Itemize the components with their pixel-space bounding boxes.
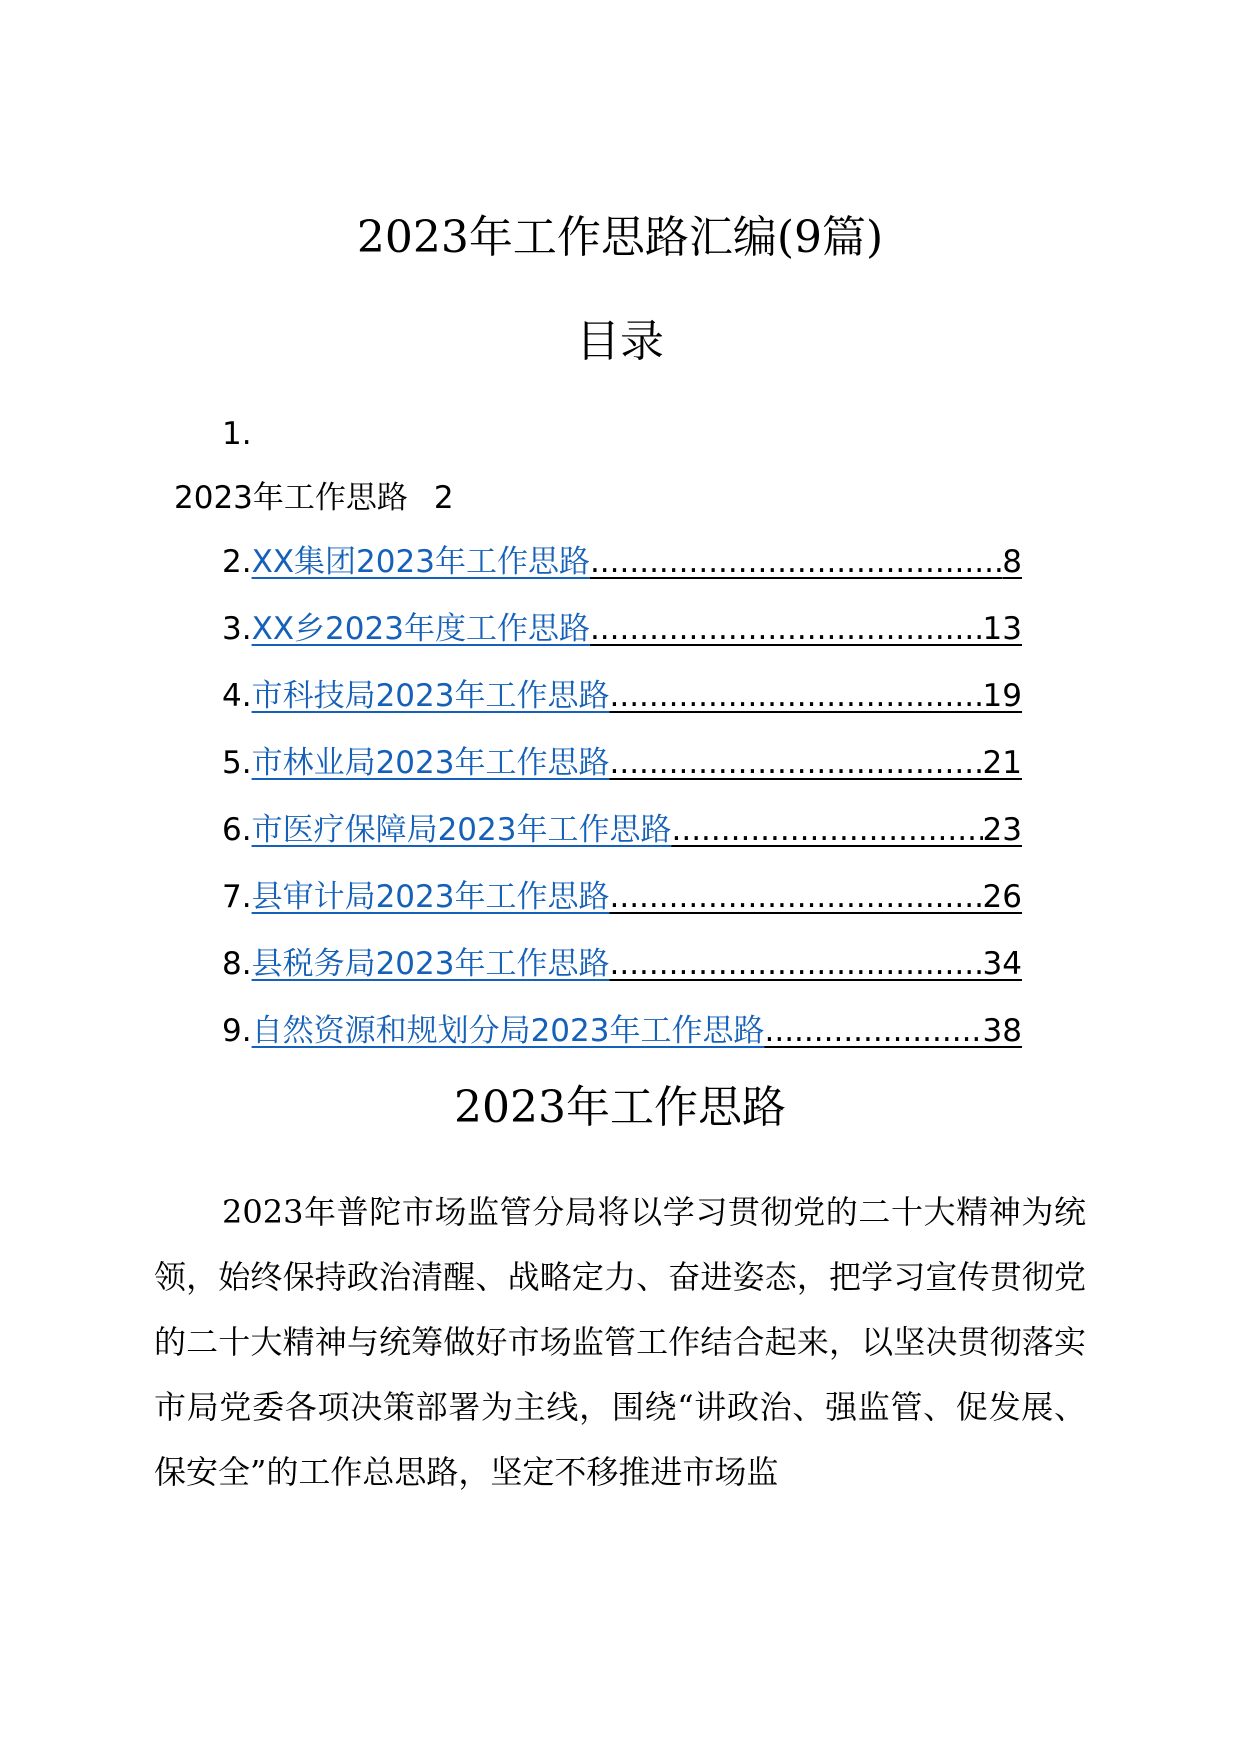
toc-entry-number: 4. <box>222 678 252 714</box>
toc-heading: 目录 <box>576 316 664 367</box>
section-heading: 2023年工作思路 <box>454 1082 786 1133</box>
toc-dot-leader <box>590 540 1002 584</box>
toc-entry-1-title[interactable]: 2023年工作思路 <box>174 480 408 516</box>
toc-entry-page: 19 <box>982 678 1022 714</box>
toc-entry-link[interactable]: 县税务局2023年工作思路 <box>251 946 610 982</box>
toc-entry-1-number: 1. <box>222 416 252 452</box>
toc-entry-link[interactable]: 自然资源和规划分局2023年工作思路 <box>251 1013 765 1049</box>
toc-entry-number: 8. <box>222 946 252 982</box>
toc-entry-link[interactable]: XX乡2023年度工作思路 <box>251 611 590 647</box>
toc-dot-leader <box>609 674 982 718</box>
toc-entry-page: 21 <box>982 745 1022 781</box>
toc-entry-3 <box>222 607 1022 674</box>
toc-entry-4 <box>222 674 1022 741</box>
toc-entry-2 <box>222 540 1022 607</box>
toc-entry-link[interactable]: 市医疗保障局2023年工作思路 <box>251 812 672 848</box>
toc-entry-1-page: 2 <box>433 480 454 516</box>
document-title: 2023年工作思路汇编(9篇) <box>356 212 884 263</box>
toc-entry-5 <box>222 741 1022 808</box>
toc-entry-8 <box>222 942 1022 1009</box>
body-paragraph: 2023年普陀市场监管分局将以学习贯彻党的二十大精神为统领，始终保持政治清醒、战略定力、奋进姿态，把学习宣传贯彻党的二十大精神与统筹做好市场监管工作结合起来，以坚决贯彻落实市局党委各项决策部署为主线，围绕“讲政治、强监管、促发展、保安全”的工作总思路，坚定不移推进市场监 <box>154 1193 1086 1491</box>
toc-dot-leader <box>764 1009 982 1053</box>
toc-entry-number: 9. <box>222 1013 252 1049</box>
toc-entry-7 <box>222 875 1022 942</box>
toc-entry-number: 7. <box>222 879 252 915</box>
toc-dot-leader <box>671 808 982 852</box>
toc-entry-page: 26 <box>982 879 1022 915</box>
toc-dot-leader <box>609 942 982 986</box>
toc-entry-page: 38 <box>982 1013 1022 1049</box>
toc-entry-number: 5. <box>222 745 252 781</box>
toc-entry-number: 6. <box>222 812 252 848</box>
toc-entry-link[interactable]: 市林业局2023年工作思路 <box>251 745 610 781</box>
toc-entry-page: 23 <box>982 812 1022 848</box>
toc-entry-page: 34 <box>982 946 1022 982</box>
toc-entry-link[interactable]: 市科技局2023年工作思路 <box>251 678 610 714</box>
toc-entry-9 <box>222 1009 1022 1076</box>
toc-entry-number: 2. <box>222 544 252 580</box>
toc-entry-1[interactable] <box>174 478 454 518</box>
toc-dot-leader <box>609 875 982 919</box>
toc-entry-page: 13 <box>982 611 1022 647</box>
toc-list <box>222 540 1022 1076</box>
toc-dot-leader <box>609 741 982 785</box>
toc-entry-page: 8 <box>1002 544 1022 580</box>
toc-entry-link[interactable]: 县审计局2023年工作思路 <box>251 879 610 915</box>
toc-entry-link[interactable]: XX集团2023年工作思路 <box>251 544 590 580</box>
toc-entry-number: 3. <box>222 611 252 647</box>
toc-dot-leader <box>590 607 983 651</box>
toc-entry-6 <box>222 808 1022 875</box>
